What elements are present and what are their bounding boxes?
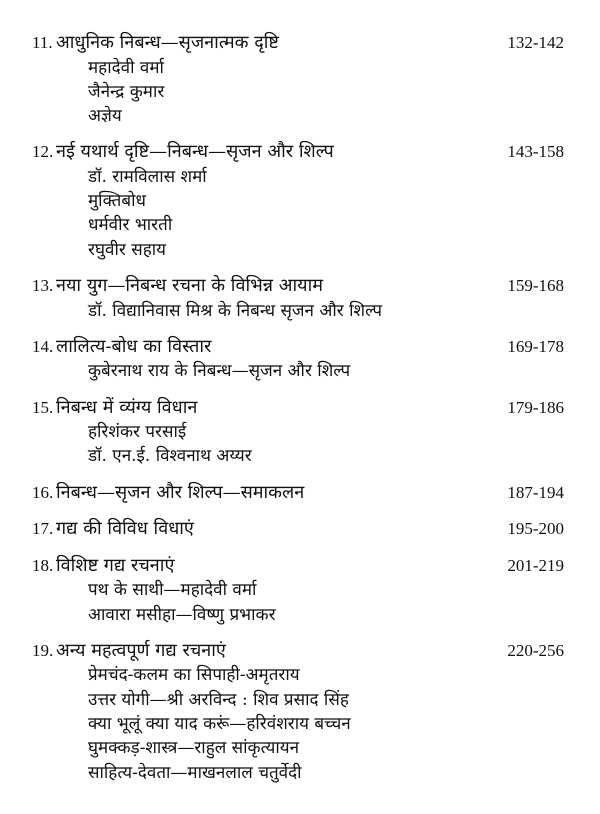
toc-section	[32, 554, 564, 627]
chapter-number: 15.	[32, 397, 54, 417]
sub-item: आवारा मसीहा—विष्णु प्रभाकर	[88, 604, 276, 625]
sub-item: डॉ. एन.ई. विश्वनाथ अय्यर	[88, 446, 252, 467]
chapter-title: निबन्ध—सृजन और शिल्प—समाकलन	[56, 481, 305, 503]
page-range: 169-178	[507, 336, 564, 356]
toc-section	[32, 140, 564, 262]
sub-item: डॉ. रामविलास शर्मा	[88, 166, 207, 187]
toc-section	[32, 639, 564, 785]
sub-item: रघुवीर सहाय	[88, 239, 166, 260]
chapter-heading	[32, 140, 564, 165]
sub-item: पथ के साथी—महादेवी वर्मा	[88, 580, 257, 601]
chapter-heading	[32, 517, 564, 542]
page-range: 201-219	[507, 555, 564, 575]
sub-item: अज्ञेय	[88, 106, 122, 127]
chapter-heading	[32, 481, 564, 506]
toc-section	[32, 31, 564, 128]
sub-item: मुक्तिबोध	[88, 191, 146, 212]
chapter-number: 17.	[32, 519, 54, 539]
sub-item: उत्तर योगी—श्री अरविन्द : शिव प्रसाद सिंह	[88, 689, 349, 710]
chapter-number: 19.	[32, 640, 54, 660]
chapter-title: विशिष्ट गद्य रचनाएं	[56, 554, 175, 576]
page-range: 143-158	[507, 142, 564, 162]
sub-item: डॉ. विद्यानिवास मिश्र के निबन्ध सृजन और शिल्प	[88, 300, 383, 321]
page-range: 220-256	[507, 640, 564, 660]
sub-item: प्रेमचंद-कलम का सिपाही-अमृतराय	[88, 665, 300, 686]
page-range: 132-142	[507, 33, 564, 52]
sub-item: क्या भूलूं क्या याद करूं—हरिवंशराय बच्चन	[88, 713, 351, 734]
table-of-contents	[32, 31, 564, 797]
sub-item: कुबेरनाथ राय के निबन्ध—सृजन और शिल्प	[88, 361, 351, 382]
toc-section	[32, 396, 564, 469]
page-range: 179-186	[507, 397, 564, 417]
sub-item: हरिशंकर परसाई	[88, 422, 187, 443]
toc-section	[32, 517, 564, 542]
chapter-heading	[32, 396, 564, 421]
sub-item: धर्मवीर भारती	[88, 215, 173, 236]
page-range: 187-194	[507, 482, 564, 502]
chapter-heading	[32, 554, 564, 579]
chapter-number: 13.	[32, 276, 54, 296]
sub-item: जैनेन्द्र कुमार	[88, 81, 165, 102]
chapter-title: गद्य की विविध विधाएं	[56, 518, 194, 540]
chapter-number: 11.	[32, 33, 53, 52]
chapter-number: 12.	[32, 142, 54, 162]
toc-section	[32, 274, 564, 323]
chapter-heading	[32, 639, 564, 664]
chapter-number: 14.	[32, 336, 54, 356]
page-range: 195-200	[507, 519, 564, 539]
sub-item: घुमक्कड़-शास्त्र—राहुल सांकृत्यायन	[88, 738, 300, 759]
chapter-title: निबन्ध में व्यंग्य विधान	[56, 396, 198, 418]
chapter-title: आधुनिक निबन्ध—सृजनात्मक दृष्टि	[56, 32, 279, 53]
page-range: 159-168	[507, 276, 564, 296]
chapter-heading	[32, 335, 564, 360]
chapter-heading	[32, 274, 564, 299]
chapter-title: लालित्य-बोध का विस्तार	[56, 335, 212, 357]
sub-item: साहित्य-देवता—माखनलाल चतुर्वेदी	[88, 762, 302, 783]
chapter-number: 18.	[32, 555, 54, 575]
chapter-title: नया युग—निबन्ध रचना के विभिन्न आयाम	[56, 275, 324, 297]
chapter-heading	[32, 31, 564, 56]
chapter-title: अन्य महत्वपूर्ण गद्य रचनाएं	[56, 639, 226, 661]
toc-section	[32, 481, 564, 506]
toc-section	[32, 335, 564, 384]
chapter-title: नई यथार्थ दृष्टि—निबन्ध—सृजन और शिल्प	[56, 141, 334, 163]
chapter-number: 16.	[32, 482, 54, 502]
sub-item: महादेवी वर्मा	[88, 57, 164, 78]
